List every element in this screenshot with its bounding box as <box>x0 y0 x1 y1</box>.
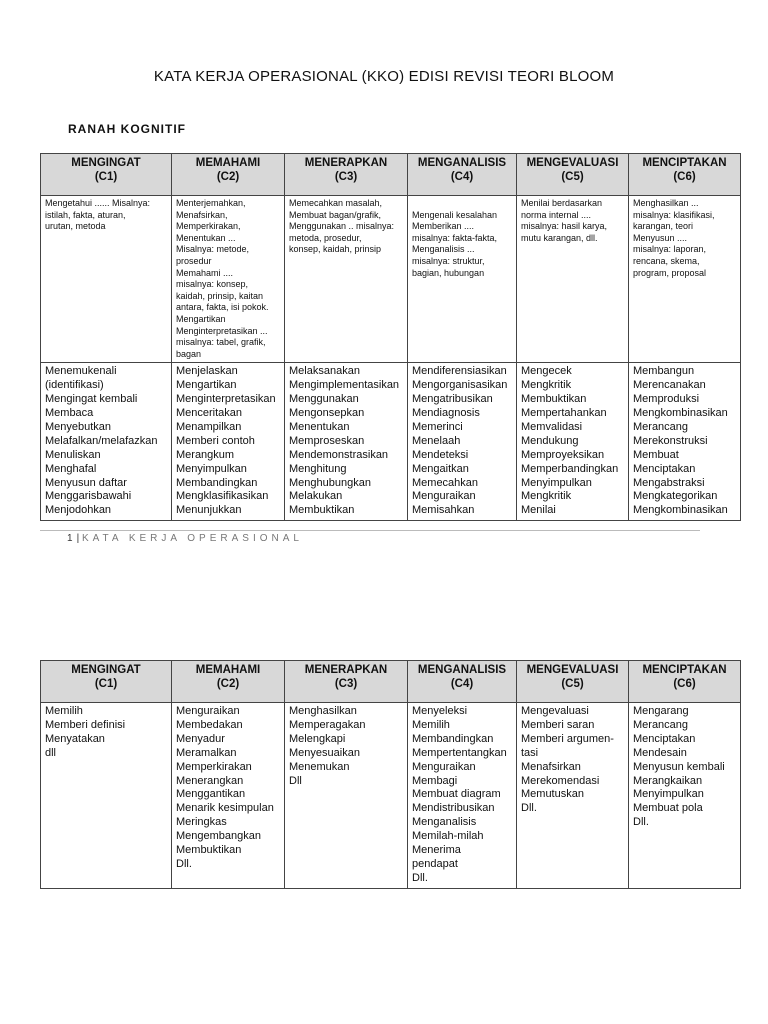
cell-line: Mengingat kembali <box>45 393 138 406</box>
description-cell <box>41 196 172 363</box>
cell-line: Membuktikan <box>176 844 242 857</box>
cell-line: Mengimplementasikan <box>289 379 400 392</box>
cell-line: bagian, hubungan <box>412 267 485 278</box>
cell-line: Mengatribusikan <box>412 393 493 406</box>
cell-line: Mengartikan <box>176 379 237 392</box>
cell-line: Menghitung <box>289 462 347 475</box>
cell-line: Mengorganisasikan <box>412 379 508 392</box>
cell-line: Merencanakan <box>633 379 706 392</box>
cell-line: Mengkombinasikan <box>633 504 728 517</box>
cell-line: Membuat <box>633 448 679 461</box>
cell-line: Menemukenali <box>45 365 117 378</box>
cell-line: Menemukan <box>289 760 350 773</box>
description-cell <box>517 196 629 363</box>
column-header-c2: MEMAHAMI (C2) <box>172 154 285 196</box>
cell-line: Menterjemahkan, <box>176 198 246 208</box>
cell-line: Menilai berdasarkan <box>521 198 603 208</box>
cell-line: Melakukan <box>289 490 343 503</box>
cell-line: Menentukan ... <box>176 232 236 243</box>
cell-line: Mempertentangkan <box>412 746 507 759</box>
cell-line: Menarik kesimpulan <box>176 802 274 815</box>
cell-line: norma internal .... <box>521 209 592 220</box>
cell-line: Membuat diagram <box>412 788 501 801</box>
cell-line: Menguraikan <box>412 490 476 503</box>
cell-line: Menganalisis ... <box>412 244 475 255</box>
cell-line: Menyimpulkan <box>633 788 704 801</box>
cell-line: Menyadur <box>176 732 225 745</box>
cell-line: misalnya: struktur, <box>412 255 485 266</box>
kko-table-page-2 <box>40 660 741 889</box>
cell-line: Memilih <box>412 718 450 731</box>
table-header-row <box>41 661 741 703</box>
page-number: 1 <box>67 533 73 544</box>
column-header-c1: MENGINGAT (C1) <box>41 154 172 196</box>
cell-line: Mendistribusikan <box>412 802 495 815</box>
cell-line: misalnya: hasil karya, <box>521 221 608 232</box>
cell-line: prosedur <box>176 255 212 266</box>
description-cell <box>285 196 408 363</box>
cell-line: Membandingkan <box>176 476 258 489</box>
cell-line: Menampilkan <box>176 420 242 433</box>
verbs-cell <box>285 363 408 521</box>
cell-line: misalnya: klasifikasi, <box>633 209 715 220</box>
cell-line: Menyesuaikan <box>289 746 360 759</box>
cell-line: tasi <box>521 746 539 759</box>
cell-line: Mengecek <box>521 365 572 378</box>
cell-line: dll <box>45 746 57 759</box>
cell-line: Menilai <box>521 504 556 517</box>
cell-line: Meringkas <box>176 816 227 829</box>
cell-line: Menganalisis <box>412 816 477 829</box>
cell-line: Menguraikan <box>176 705 240 717</box>
column-header-c3: MENERAPKAN (C3) <box>285 661 408 703</box>
cell-line: Dll. <box>633 816 649 829</box>
cell-line: Mengkategorikan <box>633 490 718 503</box>
cell-line: Menciptakan <box>633 732 696 745</box>
cell-line: Memahami .... <box>176 267 234 278</box>
cell-line: Membuktikan <box>289 504 355 517</box>
cell-line: Menggarisbawahi <box>45 490 132 503</box>
cell-line: Menyusun .... <box>633 232 688 243</box>
cell-line: Membangun <box>633 365 695 378</box>
cell-line: Mendemonstrasikan <box>289 448 389 461</box>
cell-line: Menunjukkan <box>176 504 242 517</box>
cell-line: Mengkritik <box>521 490 572 503</box>
verbs-cell <box>41 703 172 889</box>
cell-line: pendapat <box>412 857 458 870</box>
cell-line: misalnya: konsep, <box>176 279 249 290</box>
cell-line: Menjelaskan <box>176 365 238 378</box>
cell-line: Menginterpretasikan <box>176 393 276 406</box>
verbs-cell <box>517 703 629 889</box>
cell-line: Menggantikan <box>176 788 246 801</box>
footer-separator: | <box>76 533 80 544</box>
cell-line: Membuat pola <box>633 802 703 815</box>
cell-line: Menerangkan <box>176 774 244 787</box>
cell-line: Menceritakan <box>176 407 243 420</box>
column-header-c5: MENGEVALUASI (C5) <box>517 661 629 703</box>
cell-line: Menyusun daftar <box>45 476 127 489</box>
column-header-c4: MENGANALISIS (C4) <box>408 154 517 196</box>
cell-line: Melengkapi <box>289 732 346 745</box>
cell-line: rencana, skema, <box>633 255 700 266</box>
cell-line: Menyimpulkan <box>176 462 247 475</box>
cell-line: Menguraikan <box>412 760 476 773</box>
cell-line: Dll <box>289 774 302 787</box>
kko-table-page-1 <box>40 153 741 521</box>
cell-line: Mengembangkan <box>176 830 262 843</box>
cell-line: Mengkombinasikan <box>633 407 728 420</box>
cell-line: Menggunakan .. misalnya: <box>289 221 395 232</box>
verbs-cell <box>517 363 629 521</box>
cell-line: misalnya: laporan, <box>633 244 707 255</box>
cell-line: Menghubungkan <box>289 476 371 489</box>
cell-line: karangan, teori <box>633 221 694 232</box>
cell-line: Membandingkan <box>412 732 494 745</box>
cell-line: Merangkum <box>176 448 235 461</box>
cell-line: Mendiagnosis <box>412 407 480 420</box>
cell-line: metoda, prosedur, <box>289 232 362 243</box>
cell-line: istilah, fakta, aturan, <box>45 209 126 220</box>
cell-line: urutan, metoda <box>45 221 106 232</box>
cell-line: Memvalidasi <box>521 420 583 433</box>
cell-line: Membuktikan <box>521 393 587 406</box>
cell-line: Menafsirkan, <box>176 209 228 220</box>
footer-divider <box>40 530 700 531</box>
cell-line: Menghasilkan ... <box>633 198 699 208</box>
cell-line: Merekomendasi <box>521 774 600 787</box>
cell-line: Memberi saran <box>521 718 595 731</box>
cell-line: Melaksanakan <box>289 365 360 378</box>
cell-line: Memilih <box>45 705 83 717</box>
verbs-cell <box>408 703 517 889</box>
cell-line: Menggunakan <box>289 393 359 406</box>
cell-line: Membedakan <box>176 718 243 731</box>
cell-line: Memutuskan <box>521 788 584 801</box>
cell-line: Memberi definisi <box>45 718 126 731</box>
cell-line: Melafalkan/melafazkan <box>45 434 158 447</box>
column-header-c6: MENCIPTAKAN (C6) <box>629 661 741 703</box>
table-header-row <box>41 154 741 196</box>
cell-line: Memperkirakan, <box>176 221 241 232</box>
column-header-c4: MENGANALISIS (C4) <box>408 661 517 703</box>
cell-line: program, proposal <box>633 267 707 278</box>
cell-line: Meramalkan <box>176 746 237 759</box>
cell-line: Mendesain <box>633 746 687 759</box>
cell-line: Menuliskan <box>45 448 101 461</box>
cell-line: Dll. <box>412 871 428 884</box>
cell-line: Memproyeksikan <box>521 448 605 461</box>
verbs-cell <box>408 363 517 521</box>
cell-line: Mengonsepkan <box>289 407 365 420</box>
cell-line: Membagi <box>412 774 458 787</box>
column-header-c5: MENGEVALUASI (C5) <box>517 154 629 196</box>
verbs-cell <box>172 363 285 521</box>
cell-line: Mendiferensiasikan <box>412 365 507 378</box>
cell-line: Dll. <box>521 802 537 815</box>
cell-line: Menentukan <box>289 420 350 433</box>
description-row <box>41 196 741 363</box>
cell-line: Mengetahui ...... Misalnya: <box>45 198 151 208</box>
cell-line: Mengenali kesalahan <box>412 209 498 220</box>
verbs-cell <box>172 703 285 889</box>
cell-line: Memperagakan <box>289 718 366 731</box>
cell-line: Mengaitkan <box>412 462 469 475</box>
verbs-row <box>41 703 741 889</box>
cell-line: Memerinci <box>412 420 463 433</box>
cell-line <box>412 198 512 210</box>
verbs-cell <box>629 363 741 521</box>
verbs-cell <box>629 703 741 889</box>
cell-line: misalnya: tabel, grafik, <box>176 337 266 348</box>
cell-line: Memberikan .... <box>412 221 475 232</box>
page-footer <box>67 533 303 544</box>
cell-line: bagan <box>176 348 202 359</box>
column-header-c2: MEMAHAMI (C2) <box>172 661 285 703</box>
cell-line: Menelaah <box>412 434 461 447</box>
verbs-cell <box>285 703 408 889</box>
cell-line: Mengabstraksi <box>633 476 705 489</box>
cell-line: Menyusun kembali <box>633 760 725 773</box>
column-header-c1: MENGINGAT (C1) <box>41 661 172 703</box>
cell-line: Memberi contoh <box>176 434 255 447</box>
column-header-c6: MENCIPTAKAN (C6) <box>629 154 741 196</box>
verbs-row <box>41 363 741 521</box>
cell-line: Merangkaikan <box>633 774 703 787</box>
cell-line: Menyeleksi <box>412 705 468 717</box>
cell-line: Membaca <box>45 407 94 420</box>
cell-line: Memecahkan <box>412 476 479 489</box>
cell-line: Memperbandingkan <box>521 462 619 475</box>
cell-line: Misalnya: metode, <box>176 244 250 255</box>
cell-line: Menyimpulkan <box>521 476 592 489</box>
cell-line: Mengkritik <box>521 379 572 392</box>
cell-line: Memproseskan <box>289 434 365 447</box>
cell-line: Menafsirkan <box>521 760 581 773</box>
cell-line: Memberi argumen- <box>521 732 614 745</box>
footer-label: KATA KERJA OPERASIONAL <box>81 533 303 544</box>
cell-line: Menghasilkan <box>289 705 357 717</box>
cell-line: Mendukung <box>521 434 579 447</box>
description-cell <box>629 196 741 363</box>
cell-line: Mendeteksi <box>412 448 469 461</box>
cell-line: Merancang <box>633 718 689 731</box>
description-cell <box>408 196 517 363</box>
cell-line: Menghafal <box>45 462 97 475</box>
cell-line: Menjodohkan <box>45 504 112 517</box>
cell-line: Menciptakan <box>633 462 696 475</box>
cell-line: Menerima <box>412 844 461 857</box>
cell-line: Memecahkan masalah, <box>289 198 383 208</box>
cell-line: konsep, kaidah, prinsip <box>289 244 382 255</box>
cell-line: antara, fakta, isi pokok. <box>176 302 269 313</box>
verbs-cell <box>41 363 172 521</box>
cell-line: Dll. <box>176 857 192 870</box>
column-header-c3: MENERAPKAN (C3) <box>285 154 408 196</box>
cell-line: misalnya: fakta-fakta, <box>412 232 498 243</box>
cell-line: Memilah-milah <box>412 830 484 843</box>
description-cell <box>172 196 285 363</box>
document-title: KATA KERJA OPERASIONAL (KKO) EDISI REVISI TEORI BLOOM <box>153 68 615 85</box>
cell-line: Merekonstruksi <box>633 434 708 447</box>
cell-line: mutu karangan, dll. <box>521 232 598 243</box>
cell-line: Mengklasifikasikan <box>176 490 269 503</box>
cell-line: Mempertahankan <box>521 407 607 420</box>
cell-line: kaidah, prinsip, kaitan <box>176 290 264 301</box>
cell-line: Membuat bagan/grafik, <box>289 209 382 220</box>
cell-line: Merancang <box>633 420 689 433</box>
cell-line: Memisahkan <box>412 504 475 517</box>
cell-line: Memproduksi <box>633 393 700 406</box>
cell-line: Menyatakan <box>45 732 105 745</box>
cell-line: Mengarang <box>633 705 689 717</box>
cell-line: Mengevaluasi <box>521 705 589 717</box>
cell-line: Menginterpretasikan ... <box>176 325 268 336</box>
cell-line: Memperkirakan <box>176 760 252 773</box>
cell-line: Menyebutkan <box>45 420 112 433</box>
section-title: RANAH KOGNITIF <box>68 122 186 136</box>
cell-line: (identifikasi) <box>45 379 104 392</box>
cell-line: Mengartikan <box>176 313 226 324</box>
